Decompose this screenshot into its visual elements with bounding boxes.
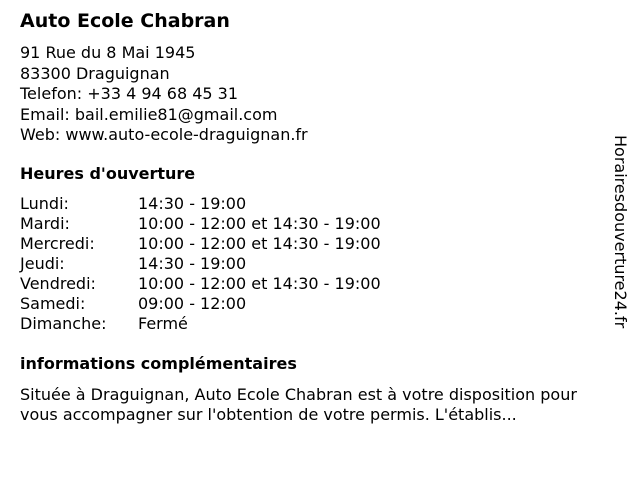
hours-time: 14:30 - 19:00 <box>138 194 247 213</box>
hours-day: Lundi: <box>20 194 69 213</box>
hours-time: 09:00 - 12:00 <box>138 294 247 313</box>
hours-day: Mardi: <box>20 214 70 233</box>
hours-time: 10:00 - 12:00 et 14:30 - 19:00 <box>138 214 381 233</box>
site-watermark: Horairesdouverture24.fr <box>611 135 630 329</box>
hours-time: 14:30 - 19:00 <box>138 254 247 273</box>
hours-time: 10:00 - 12:00 et 14:30 - 19:00 <box>138 274 381 293</box>
phone-line: Telefon: +33 4 94 68 45 31 <box>20 84 239 103</box>
address-street: 91 Rue du 8 Mai 1945 <box>20 43 196 62</box>
email-line: Email: bail.emilie81@gmail.com <box>20 104 278 124</box>
address-city: 83300 Draguignan <box>20 63 170 83</box>
contact-block <box>20 43 308 146</box>
web-line: Web: www.auto-ecole-draguignan.fr <box>20 125 308 144</box>
hours-heading: Heures d'ouverture <box>20 164 196 183</box>
info-heading: informations complémentaires <box>20 354 297 373</box>
hours-day: Vendredi: <box>20 274 96 293</box>
description-line-2: vous accompagner sur l'obtention de votre permis. L'établis... <box>20 405 517 424</box>
hours-day: Dimanche: <box>20 314 107 333</box>
hours-day: Mercredi: <box>20 234 95 253</box>
business-name: Auto Ecole Chabran <box>20 10 230 32</box>
hours-day: Samedi: <box>20 294 86 313</box>
hours-day: Jeudi: <box>20 254 65 273</box>
hours-time: 10:00 - 12:00 et 14:30 - 19:00 <box>138 234 381 253</box>
description-line-1: Située à Draguignan, Auto Ecole Chabran est à votre disposition pour <box>20 385 577 404</box>
hours-time: Fermé <box>138 314 188 333</box>
description-text <box>20 385 630 425</box>
